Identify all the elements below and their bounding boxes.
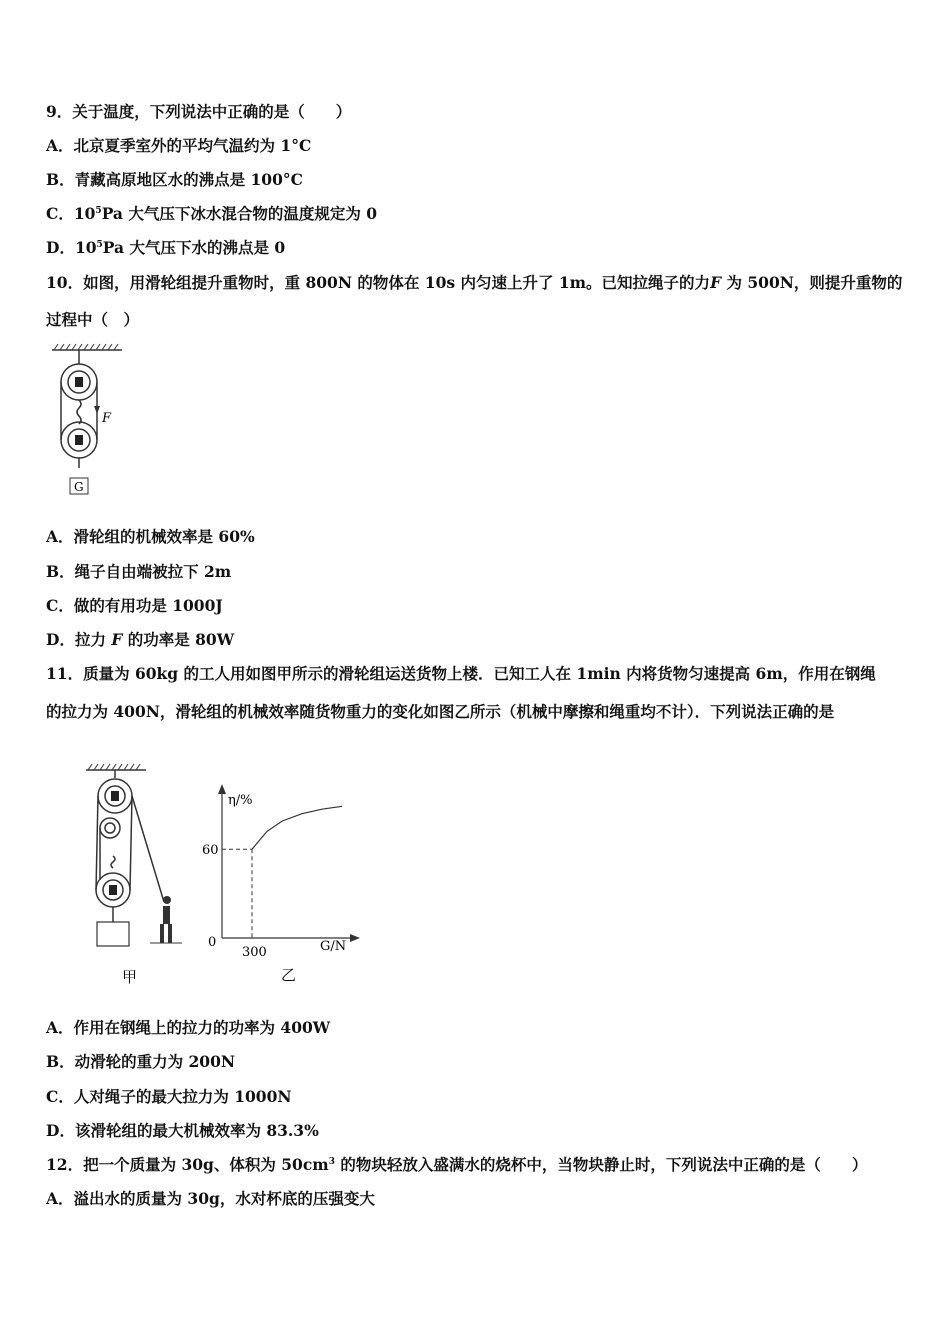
q10-stem: [46, 273, 902, 293]
q12-stem-pre: 12．把一个质量为 30g、体积为 50cm: [46, 1155, 329, 1174]
q11-figure-jia: [80, 760, 190, 990]
q10-option-a: A．滑轮组的机械效率是 60%: [46, 527, 255, 546]
q10-stem-line2: 过程中（ ）: [46, 310, 140, 329]
x-axis-label: G/N: [320, 939, 347, 954]
efficiency-curve: [252, 806, 342, 849]
q10-option-d-pre: D．拉力: [46, 630, 112, 649]
q10-stem-2: 为 500N，则提升重物的: [721, 273, 903, 292]
q9-option-d-pre: D．10: [46, 238, 97, 257]
q9-option-d: [46, 238, 285, 258]
y-axis-arrow-icon: [218, 784, 226, 794]
q10-option-d-post: 的功率是 80W: [122, 630, 235, 649]
q10-pulley-figure: [48, 342, 138, 500]
y-axis-label: η/%: [228, 793, 253, 808]
force-label: F: [102, 411, 112, 426]
q11-option-b: B．动滑轮的重力为 200N: [46, 1052, 236, 1071]
origin-label: 0: [208, 935, 217, 950]
movable-pulley-axle: [75, 435, 83, 445]
figure-jia-caption: 甲: [122, 968, 138, 986]
q9-option-b: B．青藏高原地区水的沸点是 100°C: [46, 170, 303, 189]
q12-stem: [46, 1155, 867, 1175]
x-tick-label: 300: [242, 945, 267, 960]
q10-stem-var: F: [710, 273, 722, 292]
q9-option-c-sup: 5: [95, 205, 102, 216]
worker-icon: [160, 896, 172, 943]
hook-spring: [77, 400, 81, 424]
q12-option-a: A．溢出水的质量为 30g，水对杯底的压强变大: [46, 1189, 375, 1208]
q10-option-b: B．绳子自由端被拉下 2m: [46, 562, 232, 581]
q9-option-c-post: Pa 大气压下冰水混合物的温度规定为 0: [101, 204, 378, 223]
q11-efficiency-chart: [196, 780, 366, 990]
q12-stem-post: 的物块轻放入盛满水的烧杯中，当物块静止时，下列说法中正确的是（ ）: [334, 1155, 868, 1174]
q9-stem: 9．关于温度，下列说法中正确的是（ ）: [46, 102, 352, 121]
fixed-pulley-axle: [75, 377, 83, 387]
q11-stem-line1: 11．质量为 60kg 的工人用如图甲所示的滑轮组运送货物上楼．已知工人在 1min 内将货物匀速提高 6m，作用在钢绳: [46, 664, 876, 683]
q11-option-c: C．人对绳子的最大拉力为 1000N: [46, 1087, 292, 1106]
q12-stem-sup: 3: [328, 1156, 335, 1167]
q10-option-d-var: F: [111, 630, 123, 649]
q10-stem-1: 10．如图，用滑轮组提升重物时，重 800N 的物体在 10s 内匀速上升了 1m。已知拉绳子的力: [46, 273, 711, 292]
weight-label: G: [74, 480, 84, 494]
q9-option-c-pre: C．10: [46, 204, 96, 223]
q11-option-d: D．该滑轮组的最大机械效率为 83.3%: [46, 1121, 319, 1140]
force-arrow-icon: [94, 406, 100, 414]
ceiling-hatch: [54, 344, 118, 350]
q9-option-c: [46, 204, 377, 224]
q10-option-d: [46, 630, 234, 650]
q10-option-c: C．做的有用功是 1000J: [46, 596, 223, 615]
y-tick-label: 60: [202, 843, 219, 859]
x-axis-arrow-icon: [350, 934, 360, 942]
q11-stem-line2: 的拉力为 400N，滑轮组的机械效率随货物重力的变化如图乙所示（机械中摩擦和绳重均不计）．下列说法正确的是: [46, 702, 835, 721]
figure-yi-caption: 乙: [281, 966, 297, 984]
q11-option-a: A．作用在钢绳上的拉力的功率为 400W: [46, 1018, 331, 1037]
q9-option-d-sup: 5: [96, 239, 103, 250]
q9-option-d-post: Pa 大气压下水的沸点是 0: [102, 238, 286, 257]
q9-option-a: A．北京夏季室外的平均气温约为 1°C: [46, 136, 312, 155]
